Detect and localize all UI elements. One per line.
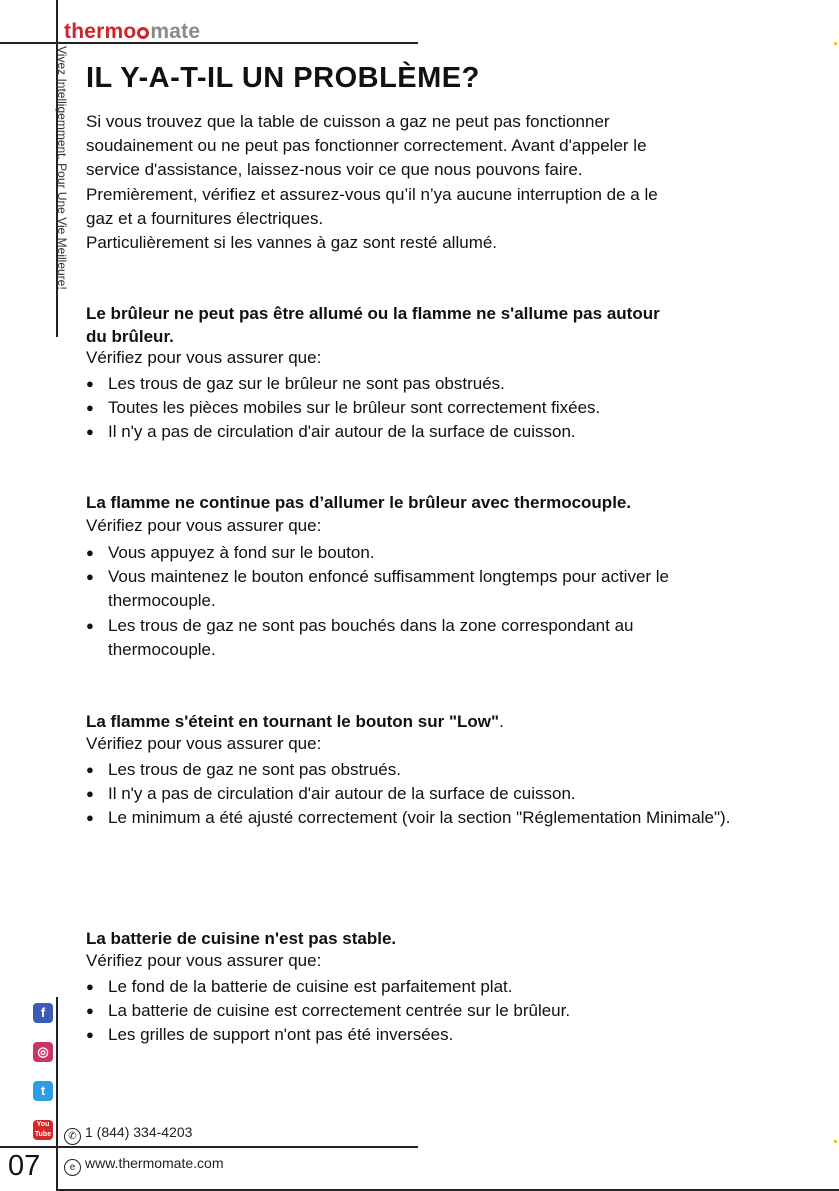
intro-line: service d'assistance, laissez-nous voir ce que nous pouvons faire. bbox=[86, 160, 583, 180]
section-check-text: Vérifiez pour vous assurer que: bbox=[86, 348, 322, 367]
intro-paragraph bbox=[86, 110, 786, 255]
list-item: ● Vous appuyez à fond sur le bouton. bbox=[86, 541, 776, 565]
section-check-text: Vérifiez pour vous assurer que: bbox=[86, 516, 322, 535]
intro-line: Si vous trouvez que la table de cuisson a gaz ne peut pas fonctionner bbox=[86, 112, 610, 131]
globe-icon: e bbox=[64, 1159, 81, 1176]
section-check-text: Vérifiez pour vous assurer que: bbox=[86, 951, 322, 970]
page-number: 07 bbox=[8, 1150, 41, 1182]
list-item: ● Il n'y a pas de circulation d'air autour de la surface de cuisson. bbox=[86, 420, 786, 444]
section-heading-line: La flamme ne continue pas d’allumer le brûleur avec thermocouple. bbox=[86, 493, 632, 512]
section-heading-line: du brûleur. bbox=[86, 327, 174, 346]
twitter-icon[interactable]: t bbox=[33, 1081, 53, 1101]
facebook-icon[interactable]: f bbox=[33, 1003, 53, 1023]
list-item: ● Les trous de gaz ne sont pas obstrués. bbox=[86, 758, 746, 782]
phone-icon: ✆ bbox=[64, 1128, 81, 1145]
section-heading bbox=[86, 302, 786, 348]
section-heading bbox=[86, 491, 786, 514]
footer-rule-bottom bbox=[56, 1189, 839, 1191]
list-item: ● Le minimum a été ajusté correctement (voir la section "Réglementation Minimale"). bbox=[86, 806, 746, 830]
bullet-list bbox=[86, 975, 786, 1048]
phone-contact bbox=[64, 1124, 192, 1145]
youtube-icon[interactable]: You Tube bbox=[34, 1121, 52, 1138]
edge-mark bbox=[834, 1140, 837, 1143]
brand-logo bbox=[64, 20, 200, 44]
intro-line: Premièrement, vérifiez et assurez-vous qu’il n’ya aucune interruption de a le bbox=[86, 184, 658, 204]
intro-line: soudainement ou ne peut pas fonctionner correctement. Avant d'appeler le bbox=[86, 136, 647, 156]
instagram-icon[interactable]: ◎ bbox=[33, 1042, 53, 1062]
flame-icon bbox=[137, 27, 149, 39]
header-rule bbox=[0, 42, 418, 44]
section-heading bbox=[86, 710, 786, 733]
page-title: IL Y-A-T-IL UN PROBLÈME? bbox=[86, 62, 480, 94]
section-check-text: Vérifiez pour vous assurer que: bbox=[86, 734, 322, 753]
section-heading-line: La batterie de cuisine n'est pas stable. bbox=[86, 929, 397, 948]
phone-number: 1 (844) 334-4203 bbox=[85, 1124, 193, 1140]
list-item: ● Les trous de gaz sur le brûleur ne sont pas obstrués. bbox=[86, 372, 786, 396]
bullet-list bbox=[86, 541, 776, 662]
section-heading-line: La flamme s'éteint en tournant le bouton sur "Low" bbox=[86, 712, 500, 731]
website-link[interactable]: www.thermomate.com bbox=[85, 1155, 224, 1171]
list-item: ● Le fond de la batterie de cuisine est parfaitement plat. bbox=[86, 975, 786, 999]
list-item: ● Les trous de gaz ne sont pas bouchés dans la zone correspondant au thermocouple. bbox=[86, 614, 728, 662]
edge-mark bbox=[834, 42, 837, 45]
footer-rule bbox=[0, 1146, 418, 1148]
tagline: Vivez Intelligemment, Pour Une Vie Meilleure! bbox=[55, 46, 69, 290]
intro-line: gaz et a fournitures électriques. bbox=[86, 208, 324, 228]
bullet-list bbox=[86, 372, 786, 445]
section-heading-suffix: . bbox=[499, 712, 504, 731]
section-heading bbox=[86, 927, 786, 950]
bullet-list bbox=[86, 758, 746, 831]
list-item: ● Vous maintenez le bouton enfoncé suffisamment longtemps pour activer le thermocouple. bbox=[86, 565, 776, 613]
intro-line: Particulièrement si les vannes à gaz sont resté allumé. bbox=[86, 233, 498, 253]
left-rule-bottom bbox=[56, 997, 58, 1191]
list-item: ● La batterie de cuisine est correctement centrée sur le brûleur. bbox=[86, 999, 786, 1023]
list-item: ● Les grilles de support n'ont pas été inversées. bbox=[86, 1023, 786, 1047]
section-heading-line: Le brûleur ne peut pas être allumé ou la flamme ne s'allume pas autour bbox=[86, 304, 660, 323]
brand-logo-part1: thermo bbox=[64, 20, 137, 43]
website-contact bbox=[64, 1155, 223, 1176]
brand-logo-part2: mate bbox=[150, 20, 201, 43]
list-item: ● Toutes les pièces mobiles sur le brûleur sont correctement fixées. bbox=[86, 396, 786, 420]
list-item: ● Il n'y a pas de circulation d'air autour de la surface de cuisson. bbox=[86, 782, 746, 806]
